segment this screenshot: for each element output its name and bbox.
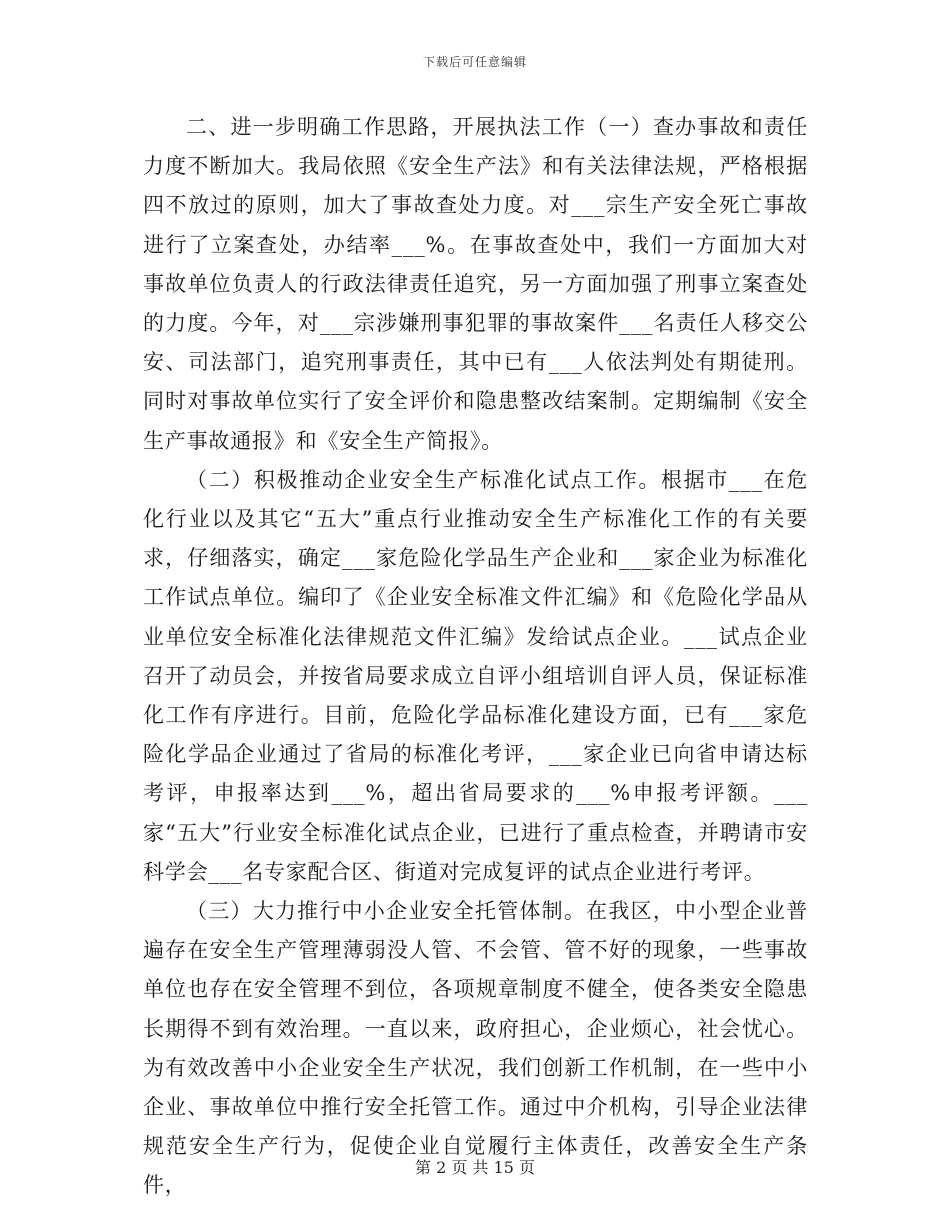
paragraph-item-two: （二）积极推动企业安全生产标准化试点工作。根据市___在危化行业以及其它“五大”重点行业推动安全生产标准化工作的有关要求，仔细落实，确定___家危险化学品生产企业和___家企业为标准化工作试点单位。编印了《企业安全标准文件汇编》和《危险化学品从业单位安全标准化法律规范文件汇编》发给试点企业。___试点企业召开了动员会，并按省局要求成立自评小组培训自评人员，保证标准化工作有序进行。目前，危险化学品标准化建设方面，已有___家危险化学品企业通过了省局的标准化考评，___家企业已向省申请达标考评，申报率达到___%，超出省局要求的___%申报考评额。___家“五大”行业安全标准化试点企业，已进行了重点检查，并聘请市安科学会___名专家配合区、街道对完成复评的试点企业进行考评。 — [143, 467, 808, 884]
page-number: 第 2 页 共 15 页 — [415, 1158, 535, 1177]
document-body — [143, 108, 808, 1206]
page-header-note: 下载后可任意编辑 — [422, 55, 527, 69]
paragraph-section-two: 二、进一步明确工作思路，开展执法工作（一）查办事故和责任力度不断加大。我局依照《安全生产法》和有关法律法规，严格根据四不放过的原则，加大了事故查处力度。对___宗生产安全死亡事故进行了立案查处，办结率___%。在事故查处中，我们一方面加大对事故单位负责人的行政法律责任追究，另一方面加强了刑事立案查处的力度。今年，对___宗涉嫌刑事犯罪的事故案件___名责任人移交公安、司法部门，追究刑事责任，其中已有___人依法判处有期徒刑。同时对事故单位实行了安全评价和隐患整改结案制。定期编制《安全生产事故通报》和《安全生产简报》。 — [143, 115, 808, 453]
paragraph-item-three: （三）大力推行中小企业安全托管体制。在我区，中小型企业普遍存在安全生产管理薄弱没人管、不会管、管不好的现象，一些事故单位也存在安全管理不到位，各项规章制度不健全，使各类安全隐患长期得不到有效治理。一直以来，政府担心，企业烦心，社会忧心。为有效改善中小企业安全生产状况，我们创新工作机制，在一些中小企业、事故单位中推行安全托管工作。通过中介机构，引导企业法律规范安全生产行为，促使企业自觉履行主体责任，改善安全生产条件， — [143, 899, 808, 1198]
